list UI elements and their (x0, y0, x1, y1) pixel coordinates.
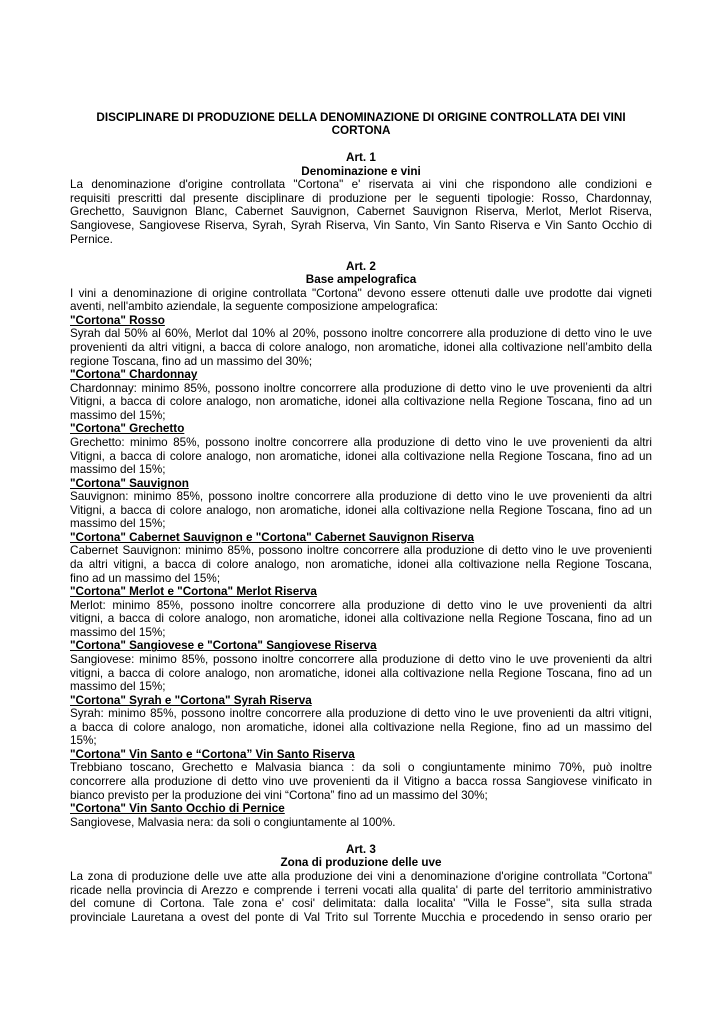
text-line: aventi, nell'ambito aziendale, la seguente composizione ampelografica: (70, 300, 439, 314)
article-number: Art. 3 (346, 842, 376, 856)
wine-type-heading: "Cortona" Vin Santo e “Cortona” Vin Santo Riserva (70, 747, 355, 761)
text-line: La denominazione d'origine controllata "Cortona" e' riservata ai vini che rispondono alle condizioni e (70, 178, 652, 192)
document-content (70, 111, 652, 925)
article-1 (70, 151, 652, 246)
paragraph (70, 761, 652, 802)
wine-type-heading: "Cortona" Vin Santo Occhio di Pernice (70, 802, 285, 816)
article-heading: Denominazione e vini (301, 164, 421, 178)
text-line: Trebbiano toscano, Grechetto e Malvasia bianca : da soli o congiuntamente minimo 70%, può inoltre (70, 761, 652, 775)
text-line: vitigni, a bacca di colore analogo, non aromatiche, idonei alla coltivazione nella Regione Toscana, fino ad un (70, 612, 652, 626)
paragraph (70, 287, 652, 314)
text-line: provinciale Lauretana a ovest del ponte di Val Trito sul Torrente Mucchia e procedendo in senso orario per (70, 910, 652, 924)
paragraph (70, 327, 652, 368)
text-line: Sangiovese, Malvasia nera: da soli o congiuntamente al 100%. (70, 815, 396, 829)
text-line: regione Toscana, fino ad un massimo del 30%; (70, 354, 313, 368)
text-line: Merlot: minimo 85%, possono inoltre concorrere alla produzione di detto vino le uve provenienti da altri (70, 598, 652, 612)
text-line: massimo del 15%; (70, 408, 166, 422)
text-line: Syrah: minimo 85%, possono inoltre concorrere alla produzione di detto vino le uve provenienti da altri vitigni, (70, 707, 652, 721)
wine-type-heading: "Cortona" Chardonnay (70, 368, 198, 382)
text-line: Vitigni, a bacca di colore analogo, non aromatiche, idonei alla coltivazione nella Regione Toscana, fino ad un (70, 395, 652, 409)
text-line: Cabernet Sauvignon: minimo 85%, possono inoltre concorrere alla produzione di detto vino le uve provenienti (70, 544, 652, 558)
text-line: Vitigni, a bacca di colore analogo, non aromatiche, idonei alla coltivazione nella Regione Toscana, fino ad un (70, 503, 652, 517)
paragraph (70, 870, 652, 924)
text-line: Vitigni, a bacca di colore analogo, non aromatiche, idonei alla coltivazione nella Regione Toscana, fino ad un (70, 449, 652, 463)
text-line: provenienti da altri vitigni, a bacca di colore analogo, non aromatiche, idonei alla coltivazione nell’ambito della (70, 341, 652, 355)
article-2 (70, 260, 652, 830)
text-line: requisiti prescritti dal presente disciplinare di produzione per le seguenti tipologie: Rosso, Chardonnay, (70, 191, 652, 205)
text-line: Syrah dal 50% al 60%, Merlot dal 10% al 20%, possono inoltre concorrere alla produzione di detto vino le uve (70, 327, 652, 341)
wine-type-heading: "Cortona" Syrah e "Cortona" Syrah Riserva (70, 693, 312, 707)
text-line: massimo del 15%; (70, 517, 166, 531)
paragraph (70, 816, 652, 830)
article-heading: Base ampelografica (305, 273, 417, 287)
text-line: del comune di Cortona. Tale zona e' cosi' delimitata: dalla localita' "Villa le Fosse", sita sulla strada (70, 897, 652, 911)
text-line: ricade nella provincia di Arezzo e comprende i terreni vocati alla qualita' di parte del territorio amministrativo (70, 883, 652, 897)
wine-type-heading: "Cortona" Grechetto (70, 422, 185, 436)
paragraph (70, 178, 652, 246)
article-heading: Zona di produzione delle uve (280, 856, 442, 870)
wine-type-heading: "Cortona" Cabernet Sauvignon e "Cortona" Cabernet Sauvignon Riserva (70, 530, 475, 544)
text-line: massimo del 15%; (70, 625, 166, 639)
articles-container (70, 151, 652, 924)
wine-type-heading: "Cortona" Merlot e "Cortona" Merlot Riserva (70, 585, 317, 599)
paragraph (70, 382, 652, 423)
text-line: 15%; (70, 734, 97, 748)
wine-type-heading: "Cortona" Sauvignon (70, 476, 189, 490)
text-line: Pernice. (70, 232, 113, 246)
paragraph (70, 653, 652, 694)
text-line: da altri vitigni, a bacca di colore analogo, non aromatiche, idonei alla coltivazione nella Regione Toscana, (70, 558, 652, 572)
article-number: Art. 2 (346, 259, 376, 273)
text-line: Sauvignon: minimo 85%, possono inoltre concorrere alla produzione di detto vino le uve provenienti da altri (70, 490, 652, 504)
text-line: massimo del 15%; (70, 680, 166, 694)
document-title-line: DISCIPLINARE DI PRODUZIONE DELLA DENOMINAZIONE DI ORIGINE CONTROLLATA DEI VINI (96, 110, 626, 124)
text-line: I vini a denominazione di origine controllata "Cortona" devono essere ottenuti dalle uve prodotte dai vigneti (70, 286, 652, 300)
paragraph (70, 707, 652, 748)
paragraph (70, 599, 652, 640)
text-line: Grechetto: minimo 85%, possono inoltre concorrere alla produzione di detto vino le uve provenienti da altri (70, 435, 652, 449)
paragraph (70, 436, 652, 477)
text-line: Sangiovese, Sangiovese Riserva, Syrah, Syrah Riserva, Vin Santo, Vin Santo Riserva e Vin Santo Occhio di (70, 218, 652, 232)
document-title (70, 111, 652, 138)
paragraph (70, 490, 652, 531)
text-line: Chardonnay: minimo 85%, possono inoltre concorrere alla produzione di detto vino le uve provenienti da altri (70, 381, 652, 395)
text-line: bianco previsto per la produzione dei vini “Cortona” fino ad un massimo del 30%; (70, 788, 488, 802)
text-line: fino ad un massimo del 15%; (70, 571, 221, 585)
text-line: Grechetto, Sauvignon Blanc, Cabernet Sauvignon, Cabernet Sauvignon Riserva, Merlot, Merlot Riserva, (70, 205, 652, 219)
text-line: vitigni, a bacca di colore analogo, non aromatiche, idonei alla coltivazione nella Regione Toscana, fino ad un (70, 666, 652, 680)
document-title-line: CORTONA (331, 124, 391, 138)
wine-type-heading: "Cortona" Rosso (70, 313, 165, 327)
text-line: concorrere alla produzione di detto vino uve provenienti da il Vitigno a bacca rossa Sangiovese vinificato in (70, 775, 652, 789)
article-3 (70, 843, 652, 924)
text-line: massimo del 15%; (70, 463, 166, 477)
text-line: La zona di produzione delle uve atte alla produzione dei vini a denominazione d'origine controllata "Cortona" (70, 869, 652, 883)
text-line: Sangiovese: minimo 85%, possono inoltre concorrere alla produzione di detto vino le uve provenienti da altri (70, 652, 652, 666)
text-line: a bacca di colore analogo, non aromatiche, idonei alla coltivazione nella Regione, fino ad un massimo del (70, 720, 652, 734)
paragraph (70, 544, 652, 585)
wine-type-heading: "Cortona" Sangiovese e "Cortona" Sangiovese Riserva (70, 639, 377, 653)
article-number: Art. 1 (346, 151, 376, 165)
